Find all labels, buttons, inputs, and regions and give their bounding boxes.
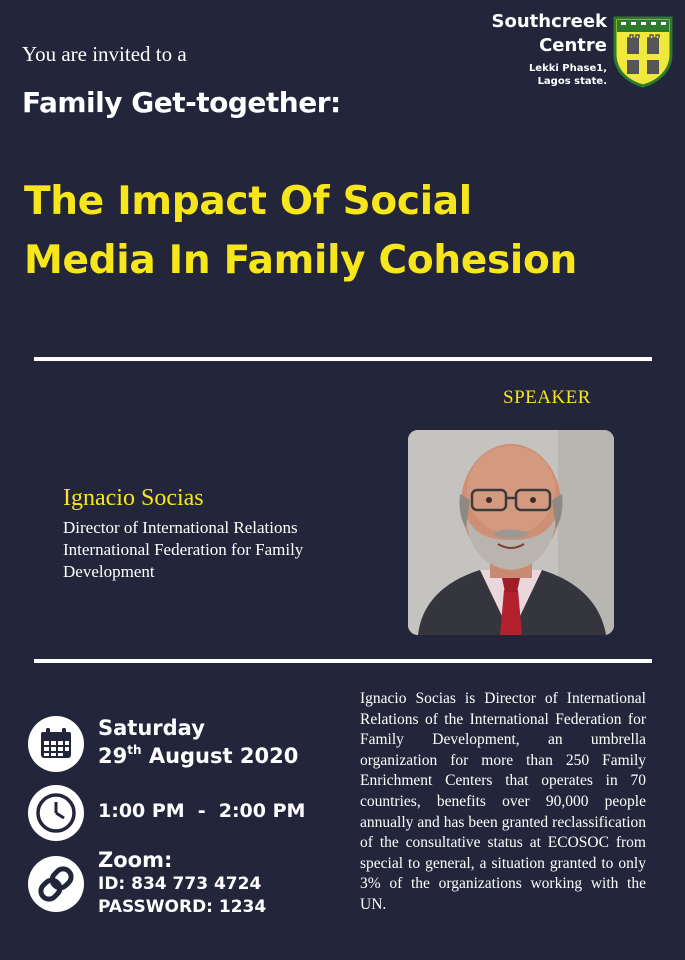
organization-address-line-1: Lekki Phase1, bbox=[528, 63, 607, 74]
speaker-role bbox=[63, 517, 383, 583]
event-title bbox=[24, 172, 577, 290]
speaker-portrait bbox=[408, 430, 614, 635]
event-date bbox=[98, 743, 298, 768]
divider-bottom bbox=[34, 659, 652, 663]
speaker-bio: Ignacio Socias is Director of International Relations of the International Federation for Family Development, an umbrella organization for more than 250 Family Enrichment Centers that operates in 70 countries, benefits over 90,000 people annually and has been granted reclassification of the consultative status at ECOSOC from special to general, a situation granted to only 3% of the organizations working with the UN. bbox=[360, 690, 646, 913]
event-date-suffix: th bbox=[127, 743, 142, 757]
organization-address bbox=[492, 62, 608, 88]
event-time-end: 2:00 PM bbox=[218, 800, 306, 822]
speaker-heading: SPEAKER bbox=[503, 387, 591, 408]
speaker-name: Ignacio Socias bbox=[63, 485, 204, 511]
speaker-role-line-2: International Federation for Family Development bbox=[63, 540, 304, 581]
event-time-separator: - bbox=[197, 800, 206, 822]
event-date-day: 29 bbox=[98, 744, 128, 768]
event-title-line-2: Media In Family Cohesion bbox=[24, 238, 577, 283]
event-time bbox=[98, 800, 305, 822]
organization-name-line-2: Centre bbox=[539, 35, 607, 56]
event-title-line-1: The Impact Of Social bbox=[24, 179, 472, 224]
castle-crest-icon bbox=[613, 16, 673, 88]
event-date-rest: August 2020 bbox=[141, 744, 299, 768]
organization-block bbox=[492, 10, 608, 88]
calendar-icon bbox=[28, 716, 84, 772]
organization-address-line-2: Lagos state. bbox=[537, 76, 607, 87]
meeting-password: PASSWORD: 1234 bbox=[98, 897, 267, 917]
divider-top bbox=[34, 357, 652, 361]
organization-name-line-1: Southcreek bbox=[491, 11, 607, 32]
speaker-role-line-1: Director of International Relations bbox=[63, 518, 298, 537]
event-time-start: 1:00 PM bbox=[98, 800, 185, 822]
event-day: Saturday bbox=[98, 716, 205, 740]
event-type-heading: Family Get-together: bbox=[22, 86, 341, 119]
invite-text: You are invited to a bbox=[22, 42, 187, 66]
link-icon bbox=[28, 856, 84, 912]
meeting-platform: Zoom: bbox=[98, 848, 173, 872]
clock-icon bbox=[28, 785, 84, 841]
meeting-id: ID: 834 773 4724 bbox=[98, 874, 262, 894]
